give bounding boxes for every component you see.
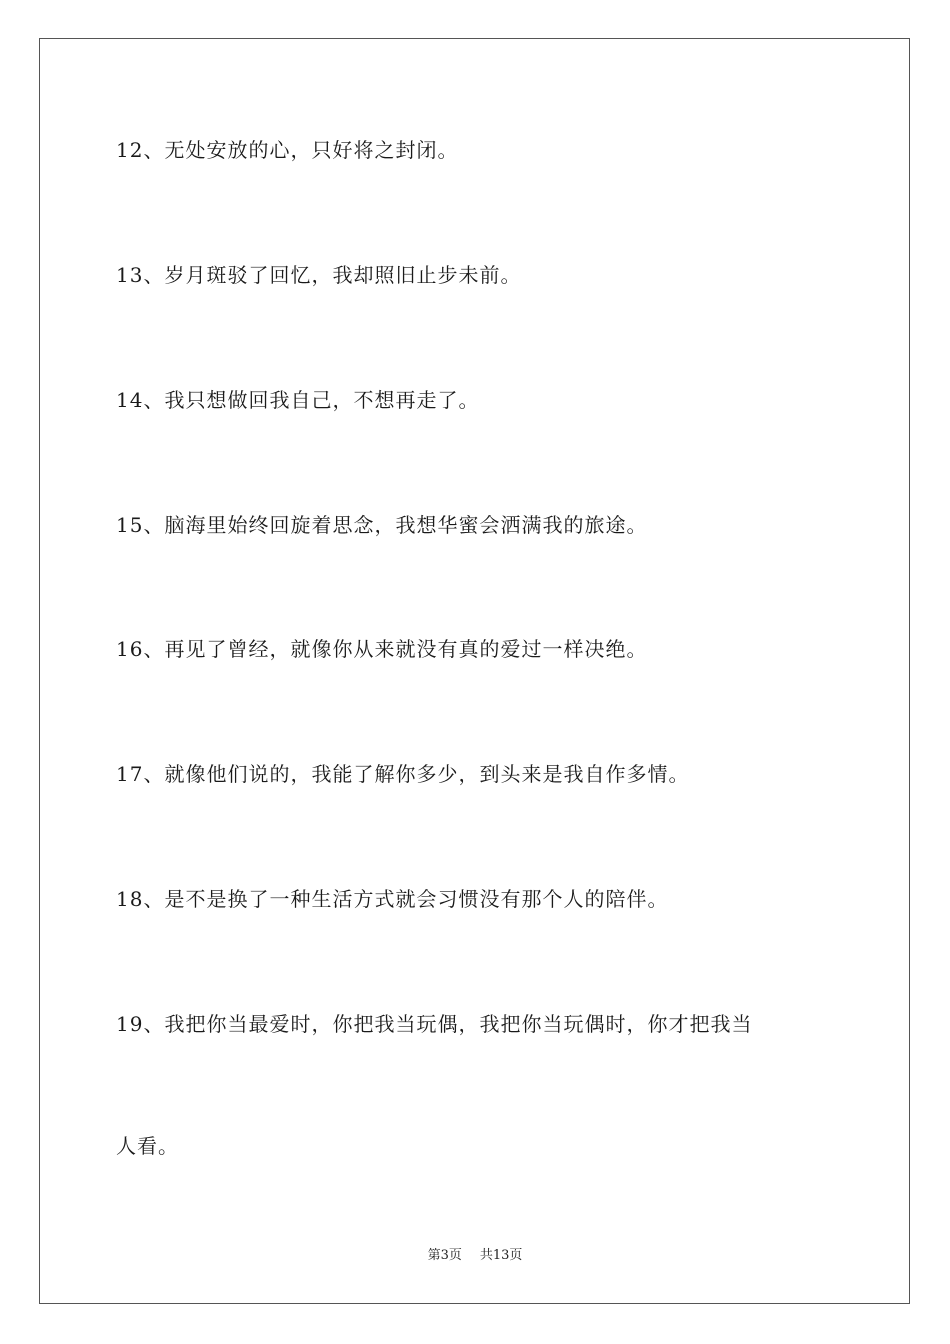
- text-line-17: 17、就像他们说的，我能了解你多少，到头来是我自作多情。: [116, 762, 690, 786]
- page-number: 第3页: [427, 1248, 462, 1263]
- text-line-16: 16、再见了曾经，就像你从来就没有真的爱过一样决绝。: [116, 637, 648, 661]
- page-footer: [0, 1248, 950, 1264]
- text-line-13: 13、岁月斑驳了回忆，我却照旧止步未前。: [116, 263, 522, 287]
- page-border: [39, 38, 910, 1304]
- text-line-12: 12、无处安放的心，只好将之封闭。: [116, 138, 459, 162]
- text-line-18: 18、是不是换了一种生活方式就会习惯没有那个人的陪伴。: [116, 887, 669, 911]
- text-line-19-continued: 人看。: [116, 1134, 179, 1158]
- text-line-19: 19、我把你当最爱时，你把我当玩偶，我把你当玩偶时，你才把我当: [116, 1012, 753, 1036]
- page-total: 共13页: [479, 1248, 523, 1263]
- text-line-15: 15、脑海里始终回旋着思念，我想华蜜会洒满我的旅途。: [116, 513, 648, 537]
- text-line-14: 14、我只想做回我自己，不想再走了。: [116, 388, 480, 412]
